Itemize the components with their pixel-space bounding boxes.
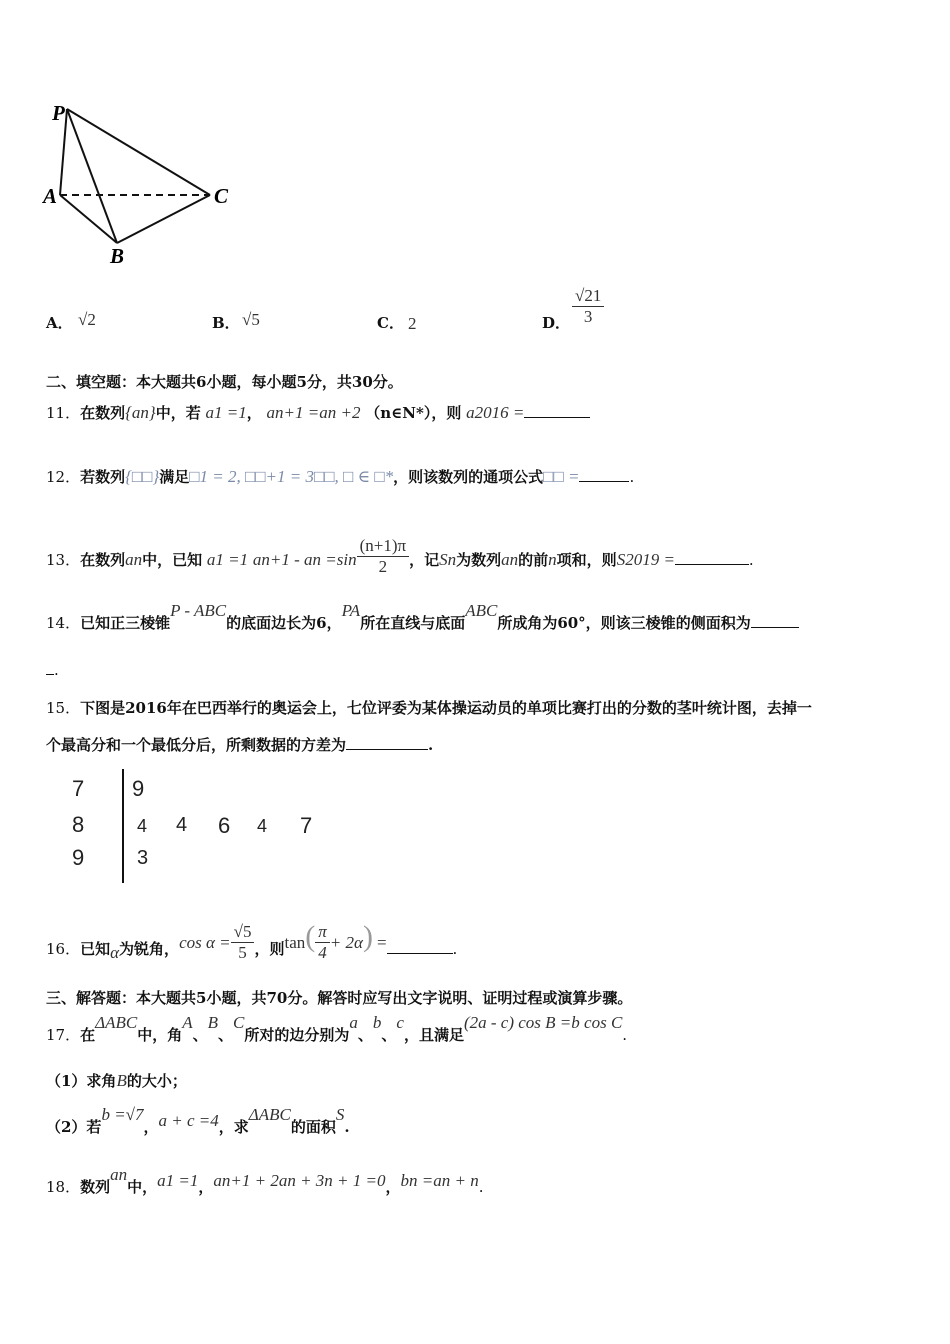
q16-answer-blank[interactable] <box>387 939 453 954</box>
q13-frac-num: (n+1)π <box>357 536 410 557</box>
q13-seq: an <box>125 549 143 569</box>
q17-p1-var: B <box>116 1071 127 1090</box>
q13-math-5: S2019 = <box>616 549 675 569</box>
q13-text-6: 项和，则 <box>556 550 617 569</box>
q16-math-3: tan <box>284 933 306 952</box>
q17-text-3: 所对的边分别为 <box>244 1026 350 1044</box>
q17-text-2: 中，角 <box>137 1026 183 1044</box>
q18-seq: an <box>110 1165 128 1184</box>
stem-leaf-divider <box>122 769 124 883</box>
q13-math-3: Sn <box>439 549 457 569</box>
option-b-value: √5 <box>242 310 260 329</box>
q14-continuation <box>46 660 59 679</box>
leaf-7-1: 9 <box>132 776 145 801</box>
option-b-label: B． <box>212 314 240 332</box>
q12-end: . <box>629 468 635 486</box>
q18-sep-1: ， <box>198 1178 214 1196</box>
question-18 <box>46 1164 484 1196</box>
q17-p2-math-4: S <box>335 1105 345 1124</box>
q18-sep-2: ， <box>385 1178 401 1196</box>
option-d-label: D． <box>542 314 571 332</box>
q17-p2-end: . <box>344 1118 350 1136</box>
q15-text-2: 个最高分和一个最低分后，所剩数据的方差为 <box>46 736 347 754</box>
q17-p2-text: ，求 <box>218 1118 249 1136</box>
leaf-8-1: 4 <box>137 816 148 836</box>
q14-math-2: PA <box>341 601 361 620</box>
q16-fraction-2 <box>315 922 330 963</box>
q17-math-1: ΔABC <box>95 1013 138 1032</box>
leaf-8-4: 4 <box>257 816 268 836</box>
q14-math-3: ABC <box>465 601 498 620</box>
q11-seq: {an} <box>125 403 156 422</box>
q18-math-1: a1 =1 <box>157 1171 199 1190</box>
q11-math-2: an+1 =an +2 <box>266 403 361 422</box>
q13-fraction <box>357 536 410 577</box>
q11-text-2: 中，若 <box>155 404 201 422</box>
q13-number: 13． <box>46 550 81 569</box>
q16-frac1-den: 5 <box>238 942 247 962</box>
option-d-fraction <box>572 286 604 327</box>
question-13 <box>46 520 754 576</box>
q18-text-1: 数列 <box>80 1178 111 1196</box>
q16-fraction-1 <box>231 922 255 963</box>
q12-answer-blank[interactable] <box>579 467 629 482</box>
q17-p2-label: （2）若 <box>46 1118 102 1136</box>
q17-angle-a: A <box>182 1013 193 1032</box>
stem-8: 8 <box>72 812 85 837</box>
option-a-label: A． <box>46 314 73 332</box>
q11-math-3: a2016 = <box>466 403 525 422</box>
q17-p2-math-3: ΔABC <box>248 1105 291 1124</box>
question-15-line-2 <box>46 734 433 755</box>
edge-pc <box>67 109 210 195</box>
q17-part-1 <box>46 1070 187 1091</box>
question-17 <box>46 1012 628 1044</box>
q17-angle-b: B <box>207 1013 219 1032</box>
q17-p1-end: 的大小； <box>126 1072 187 1090</box>
q13-math-2: an+1 - an =sin <box>252 549 357 569</box>
stem-7: 7 <box>72 776 85 801</box>
option-a-value: √2 <box>78 310 96 329</box>
q17-p2-sep: ， <box>143 1118 159 1136</box>
q16-math-1: α <box>110 943 120 962</box>
q18-text-2: 中， <box>127 1178 158 1196</box>
q14-text-3: 所在直线与底面 <box>360 614 466 632</box>
leaf-8-5: 7 <box>300 813 313 838</box>
q12-text-2: 满足 <box>159 468 190 486</box>
q15-end: . <box>428 736 434 754</box>
q18-number: 18． <box>46 1178 81 1196</box>
label-c: C <box>214 184 229 208</box>
q13-math-4: n <box>548 549 557 569</box>
q16-text-1: 已知 <box>80 940 111 958</box>
q13-seq-2: an <box>501 549 519 569</box>
q17-sep-3: 、 <box>357 1026 373 1044</box>
q16-end: . <box>452 940 458 958</box>
q16-frac1-num: √5 <box>231 922 255 943</box>
q17-p1-label: （1）求角 <box>46 1072 117 1090</box>
question-16 <box>46 902 458 962</box>
option-c-value: 2 <box>408 314 417 333</box>
q14-text-1: 已知正三棱锥 <box>80 614 171 632</box>
q12-text-3: ，则该数列的通项公式 <box>393 468 544 486</box>
q13-end: . <box>748 550 754 569</box>
option-c-label: C． <box>377 314 404 332</box>
q15-number: 15． <box>46 699 81 717</box>
q14-text-4: 所成角为60°，则该三棱锥的侧面积为 <box>497 614 751 632</box>
q14-math-1: P - ABC <box>170 601 227 620</box>
q17-side-b: b <box>372 1013 382 1032</box>
q16-math-5: = <box>376 933 387 952</box>
q12-number: 12． <box>46 468 81 486</box>
q16-paren-left: ( <box>305 920 316 953</box>
leaf-8-2: 4 <box>176 814 188 836</box>
q18-math-3: bn =an + n <box>400 1171 479 1190</box>
q17-number: 17． <box>46 1026 81 1044</box>
q17-part-2 <box>46 1104 350 1136</box>
q11-answer-blank[interactable] <box>524 403 590 418</box>
q12-text-1: 若数列 <box>80 468 126 486</box>
q13-answer-blank[interactable] <box>675 550 749 565</box>
q16-text-3: ，则 <box>254 940 285 958</box>
q13-text-3: ，记 <box>409 550 440 569</box>
q17-side-a: a <box>349 1013 358 1032</box>
q14-answer-blank-2[interactable] <box>46 660 54 675</box>
q16-math-2: cos α = <box>179 933 231 952</box>
q13-math-1: a1 =1 <box>206 549 249 569</box>
label-p: P <box>52 101 65 125</box>
q13-text-1: 在数列 <box>80 550 126 569</box>
q17-math-2: (2a - c) cos B =b cos C <box>463 1013 623 1032</box>
q14-end: . <box>54 661 59 679</box>
stem-leaf-plot <box>60 765 340 885</box>
q17-side-c: c <box>396 1013 404 1032</box>
q11-text-3: ， <box>246 404 262 422</box>
q15-answer-blank[interactable] <box>346 735 428 750</box>
q14-number: 14． <box>46 614 81 632</box>
leaf-8-3: 6 <box>218 813 231 838</box>
q17-text-1: 在 <box>80 1026 96 1044</box>
q16-frac2-den: 4 <box>318 942 327 962</box>
q16-text-2: 为锐角， <box>119 940 180 958</box>
q16-paren-right: ) <box>362 920 373 953</box>
label-a: A <box>43 184 58 208</box>
q12-math-2: □1 = 2, □□+1 = 3□□, □ ∈ □* <box>189 467 394 486</box>
stem-9: 9 <box>72 845 85 870</box>
q18-math-2: an+1 + 2an + 3n + 1 =0 <box>213 1171 386 1190</box>
question-15-line-1 <box>46 697 812 718</box>
question-14 <box>46 600 799 632</box>
q15-text-1: 下图是2016年在巴西举行的奥运会上，七位评委为某体操运动员的单项比赛打出的分数的茎叶统计图，去掉一 <box>80 699 812 717</box>
q16-number: 16． <box>46 940 81 958</box>
q14-answer-blank[interactable] <box>751 613 799 628</box>
q17-angle-c: C <box>233 1013 245 1032</box>
q11-text-4: （n∈N*），则 <box>365 404 462 422</box>
q17-sep-4: 、 <box>381 1026 397 1044</box>
pyramid-figure <box>40 95 240 270</box>
section-2-heading: 二、填空题：本大题共6小题，每小题5分，共30分。 <box>46 373 403 391</box>
q16-math-4: + 2α <box>329 933 363 952</box>
q11-text-1: 在数列 <box>80 404 126 422</box>
leaf-9-1: 3 <box>137 847 149 869</box>
q17-end: . <box>622 1026 628 1044</box>
q12-math-3: □□ = <box>543 467 580 486</box>
option-d-numerator: √21 <box>572 286 604 307</box>
q11-number: 11． <box>46 404 81 422</box>
q17-sep-2: 、 <box>218 1026 234 1044</box>
option-d-denominator: 3 <box>583 307 593 326</box>
question-12 <box>46 466 634 487</box>
q12-math-1: {□□} <box>125 467 160 486</box>
q17-p2-math-2: a + c =4 <box>158 1111 219 1130</box>
label-b: B <box>110 244 125 268</box>
q17-p2-text-2: 的面积 <box>290 1118 336 1136</box>
q17-p2-math-1: b =√7 <box>101 1105 144 1124</box>
q13-text-2: 中，已知 <box>142 550 203 569</box>
q11-math-1: a1 =1 <box>205 403 247 422</box>
q16-frac2-num: π <box>315 922 330 943</box>
q17-sep-1: 、 <box>192 1026 208 1044</box>
q13-frac-den: 2 <box>378 557 388 576</box>
q18-end: . <box>478 1178 484 1196</box>
q13-text-4: 为数列 <box>456 550 502 569</box>
question-11 <box>46 402 590 423</box>
q14-text-2: 的底面边长为6， <box>226 614 342 632</box>
q13-text-5: 的前 <box>518 550 549 569</box>
section-3-heading: 三、解答题：本大题共5小题，共70分。解答时应写出文字说明、证明过程或演算步骤。 <box>46 989 633 1007</box>
edge-bc <box>117 195 210 243</box>
q17-text-4: ，且满足 <box>403 1026 464 1044</box>
